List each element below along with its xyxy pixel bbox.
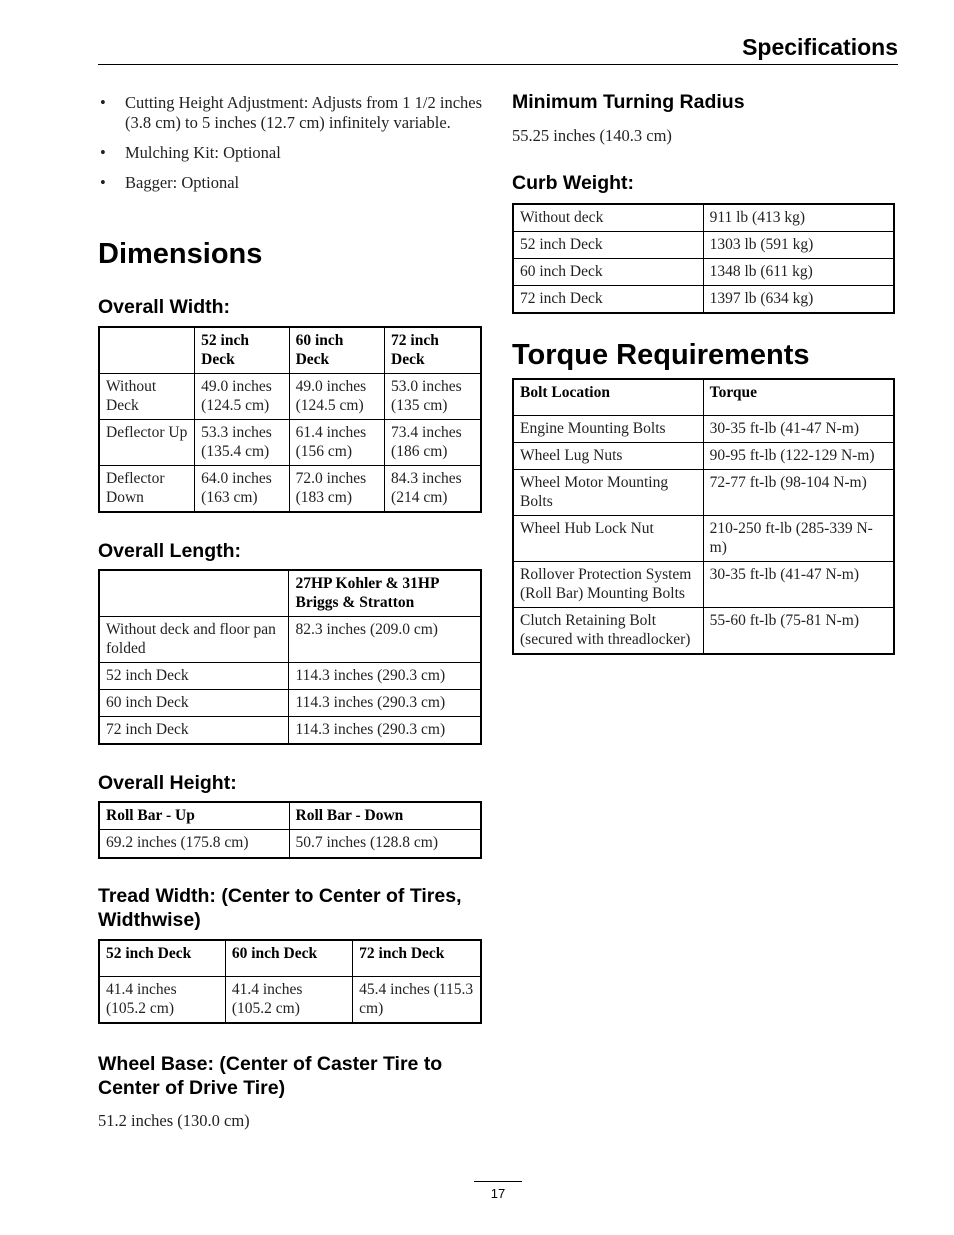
- table-cell: Engine Mounting Bolts: [513, 415, 703, 442]
- table-row: [99, 663, 481, 690]
- table-header: 52 inch Deck: [99, 940, 225, 976]
- table-cell: 114.3 inches (290.3 cm): [289, 690, 481, 717]
- table-cell: 69.2 inches (175.8 cm): [99, 830, 289, 858]
- table-cell: Wheel Lug Nuts: [513, 442, 703, 469]
- table-header: 72 inch Deck: [353, 940, 481, 976]
- wheel-base-value: 51.2 inches (130.0 cm): [98, 1111, 250, 1130]
- table-cell: Clutch Retaining Bolt (secured with threadlocker): [513, 607, 703, 654]
- table-row: [99, 940, 481, 976]
- overall-height-heading: Overall Height:: [98, 772, 237, 794]
- table-cell: 90-95 ft-lb (122-129 N-m): [703, 442, 894, 469]
- list-item: • Bagger: Optional: [98, 173, 483, 193]
- curb-weight-table: [512, 203, 895, 314]
- table-row: [513, 286, 894, 314]
- table-row: [513, 415, 894, 442]
- table-header: 72 inch Deck: [385, 327, 481, 374]
- table-header: Roll Bar - Down: [289, 802, 481, 830]
- table-cell: 52 inch Deck: [513, 232, 703, 259]
- table-cell: 30-35 ft-lb (41-47 N-m): [703, 415, 894, 442]
- table-row: [513, 232, 894, 259]
- curb-weight-heading: Curb Weight:: [512, 172, 635, 194]
- table-cell: 114.3 inches (290.3 cm): [289, 717, 481, 745]
- overall-length-table: [98, 569, 482, 745]
- table-cell: 1303 lb (591 kg): [703, 232, 894, 259]
- table-cell: 41.4 inches (105.2 cm): [225, 976, 352, 1023]
- table-row: [99, 327, 481, 374]
- list-item: • Cutting Height Adjustment: Adjusts from 1 1/2 inches (3.8 cm) to 5 inches (12.7 cm) infinitely variable.: [98, 93, 483, 133]
- feature-list: [98, 93, 483, 203]
- table-cell: 72-77 ft-lb (98-104 N-m): [703, 469, 894, 515]
- table-row: [99, 466, 481, 513]
- table-header: 27HP Kohler & 31HP Briggs & Stratton: [289, 570, 481, 617]
- table-row: [99, 976, 481, 1023]
- table-cell: [99, 570, 289, 617]
- table-cell: 64.0 inches (163 cm): [195, 466, 289, 513]
- table-cell: 49.0 inches (124.5 cm): [289, 374, 384, 420]
- table-row: [513, 469, 894, 515]
- overall-width-heading: Overall Width:: [98, 296, 231, 318]
- table-cell: 72.0 inches (183 cm): [289, 466, 384, 513]
- table-header: 60 inch Deck: [289, 327, 384, 374]
- table-cell: Deflector Down: [99, 466, 195, 513]
- tread-width-heading: Tread Width: (Center to Center of Tires, Widthwise): [98, 885, 462, 931]
- table-cell: [99, 327, 195, 374]
- table-row: [99, 617, 481, 663]
- table-cell: 60 inch Deck: [99, 690, 289, 717]
- table-row: [513, 379, 894, 415]
- table-row: [513, 561, 894, 607]
- table-cell: 210-250 ft-lb (285-339 N-m): [703, 515, 894, 561]
- table-cell: Without deck: [513, 204, 703, 232]
- table-cell: 72 inch Deck: [513, 286, 703, 314]
- table-header: Torque: [703, 379, 894, 415]
- table-row: [99, 830, 481, 858]
- table-row: [99, 802, 481, 830]
- table-row: [99, 690, 481, 717]
- table-cell: 52 inch Deck: [99, 663, 289, 690]
- overall-width-table: [98, 326, 482, 513]
- table-row: [99, 570, 481, 617]
- overall-length-heading: Overall Length:: [98, 540, 242, 562]
- table-cell: 53.3 inches (135.4 cm): [195, 420, 289, 466]
- table-cell: 911 lb (413 kg): [703, 204, 894, 232]
- table-cell: 55-60 ft-lb (75-81 N-m): [703, 607, 894, 654]
- table-cell: 41.4 inches (105.2 cm): [99, 976, 225, 1023]
- table-row: [513, 259, 894, 286]
- table-cell: 61.4 inches (156 cm): [289, 420, 384, 466]
- table-row: [513, 515, 894, 561]
- turning-radius-value: 55.25 inches (140.3 cm): [512, 126, 672, 145]
- page-header-title: Specifications: [742, 34, 898, 60]
- table-row: [99, 420, 481, 466]
- torque-title: Torque Requirements: [512, 339, 810, 371]
- table-cell: Without Deck: [99, 374, 195, 420]
- wheel-base-heading: Wheel Base: (Center of Caster Tire to Center of Drive Tire): [98, 1053, 443, 1099]
- table-cell: 53.0 inches (135 cm): [385, 374, 481, 420]
- overall-height-table: [98, 801, 482, 859]
- table-row: [513, 442, 894, 469]
- table-cell: 73.4 inches (186 cm): [385, 420, 481, 466]
- table-cell: 60 inch Deck: [513, 259, 703, 286]
- table-header: Roll Bar - Up: [99, 802, 289, 830]
- tread-width-table: [98, 939, 482, 1024]
- table-cell: 114.3 inches (290.3 cm): [289, 663, 481, 690]
- list-item: • Mulching Kit: Optional: [98, 143, 483, 163]
- table-cell: Without deck and floor pan folded: [99, 617, 289, 663]
- turning-radius-heading: Minimum Turning Radius: [512, 91, 745, 113]
- table-cell: 50.7 inches (128.8 cm): [289, 830, 481, 858]
- table-row: [513, 607, 894, 654]
- table-cell: 30-35 ft-lb (41-47 N-m): [703, 561, 894, 607]
- header-divider: [98, 64, 898, 65]
- table-cell: Rollover Protection System (Roll Bar) Mounting Bolts: [513, 561, 703, 607]
- table-cell: 49.0 inches (124.5 cm): [195, 374, 289, 420]
- table-cell: Deflector Up: [99, 420, 195, 466]
- dimensions-title: Dimensions: [98, 238, 263, 270]
- table-cell: 1348 lb (611 kg): [703, 259, 894, 286]
- table-cell: 1397 lb (634 kg): [703, 286, 894, 314]
- table-row: [99, 374, 481, 420]
- table-cell: 84.3 inches (214 cm): [385, 466, 481, 513]
- table-row: [513, 204, 894, 232]
- table-header: Bolt Location: [513, 379, 703, 415]
- footer-divider: [474, 1181, 522, 1182]
- torque-table: [512, 378, 895, 655]
- table-cell: 72 inch Deck: [99, 717, 289, 745]
- table-cell: Wheel Hub Lock Nut: [513, 515, 703, 561]
- table-header: 52 inch Deck: [195, 327, 289, 374]
- page-number: 17: [490, 1186, 506, 1201]
- table-cell: 82.3 inches (209.0 cm): [289, 617, 481, 663]
- table-cell: 45.4 inches (115.3 cm): [353, 976, 481, 1023]
- table-header: 60 inch Deck: [225, 940, 352, 976]
- table-row: [99, 717, 481, 745]
- table-cell: Wheel Motor Mounting Bolts: [513, 469, 703, 515]
